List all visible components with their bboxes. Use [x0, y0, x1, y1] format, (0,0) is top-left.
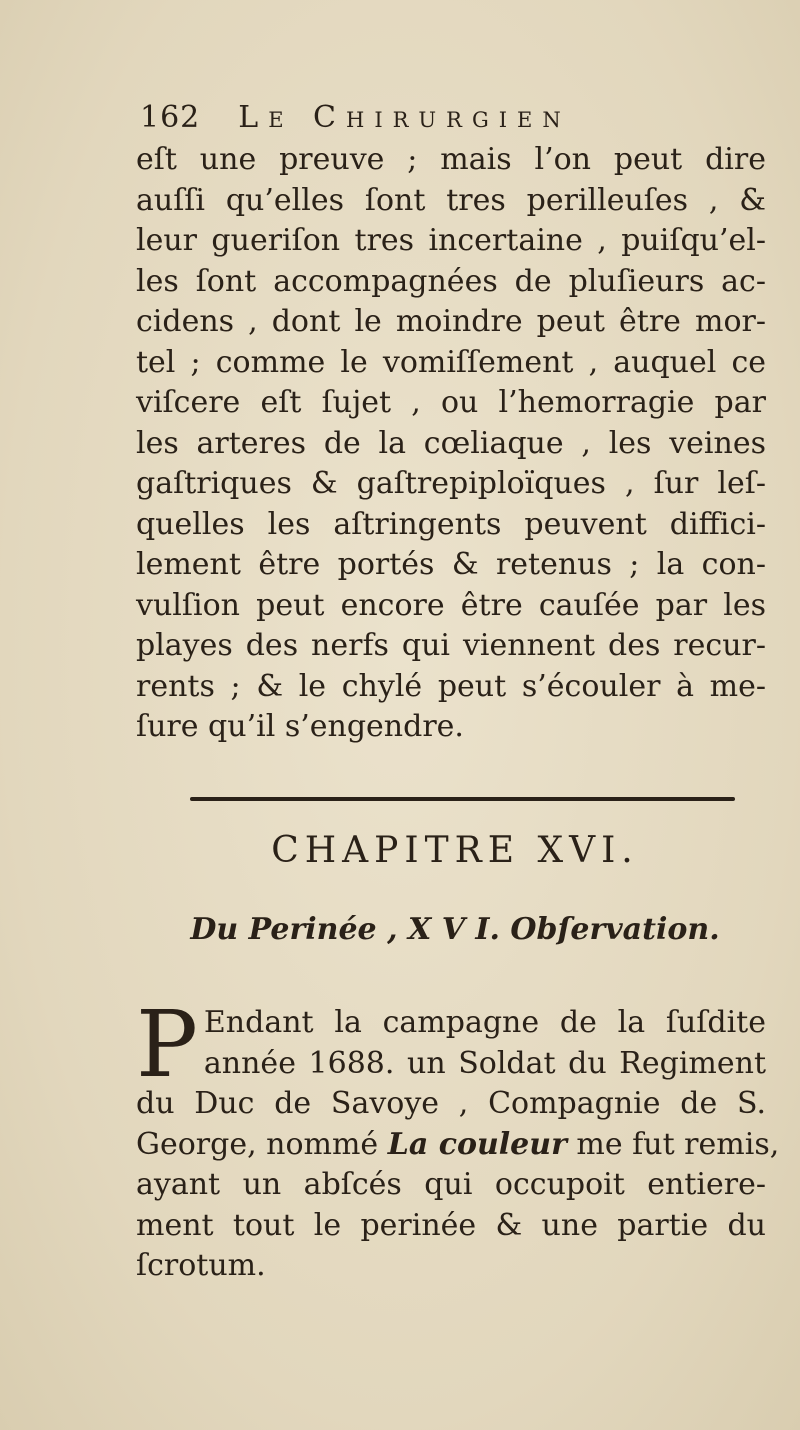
- body-paragraph: [136, 140, 766, 748]
- text-line: année 1688. un Soldat du Regiment: [203, 1045, 766, 1081]
- text-line: eſt une preuve ; mais l’on peut dire: [136, 142, 766, 177]
- text-fragment: George, nommé: [136, 1126, 388, 1162]
- text-line: Endant la campagne de la ſuſdite: [203, 1005, 766, 1040]
- text-line: gaſtriques & gaſtrepiploïques , ſur leſ-: [136, 466, 766, 501]
- page-number: 162: [140, 100, 201, 135]
- text-line: les arteres de la cœliaque , les veines: [136, 425, 766, 461]
- text-line: tel ; comme le vomiſſement , auquel ce: [136, 344, 766, 380]
- text-line: quelles les aſtringents peuvent diffici-: [136, 506, 766, 542]
- text-line: lement être portés & retenus ; la con-: [136, 547, 766, 582]
- text-fragment: me fut remis,: [566, 1126, 780, 1162]
- text-line: viſcere eſt ſujet , ou l’hemorragie par: [136, 385, 766, 420]
- text-line: ment tout le perinée & une partie du: [136, 1207, 766, 1243]
- running-head: Le Chirurgien: [238, 100, 571, 135]
- text-line: auſſi qu’elles ſont tres perilleuſes , &: [136, 182, 766, 218]
- observation-paragraph: [136, 991, 780, 1287]
- section-divider-rule: [190, 797, 735, 801]
- text-line: les ſont accompagnées de pluſieurs ac-: [136, 263, 766, 299]
- text-line: ſcrotum.: [136, 1248, 266, 1283]
- text-line: leur gueriſon tres incertaine , puiſqu’el-: [136, 223, 766, 258]
- text-line: rents ; & le chylé peut s’écouler à me-: [136, 668, 766, 704]
- drop-cap: P: [136, 991, 198, 1098]
- chapter-title: CHAPITRE XVI.: [271, 830, 639, 871]
- text-line: ayant un abſcés qui occupoit entiere-: [136, 1167, 766, 1202]
- text-line: playes des nerfs qui viennent des recur-: [136, 628, 766, 663]
- text-line: du Duc de Savoye , Compagnie de S.: [136, 1086, 766, 1121]
- text-line: cidens , dont le moindre peut être mor-: [136, 304, 766, 339]
- italic-name: La couleur: [387, 1126, 567, 1162]
- text-line: vulſion peut encore être cauſée par les: [136, 587, 766, 623]
- text-line: [136, 1125, 780, 1166]
- section-title: Du Perinée , X V I. Obſervation.: [190, 912, 720, 947]
- text-line: ſure qu’il s’engendre.: [136, 709, 464, 744]
